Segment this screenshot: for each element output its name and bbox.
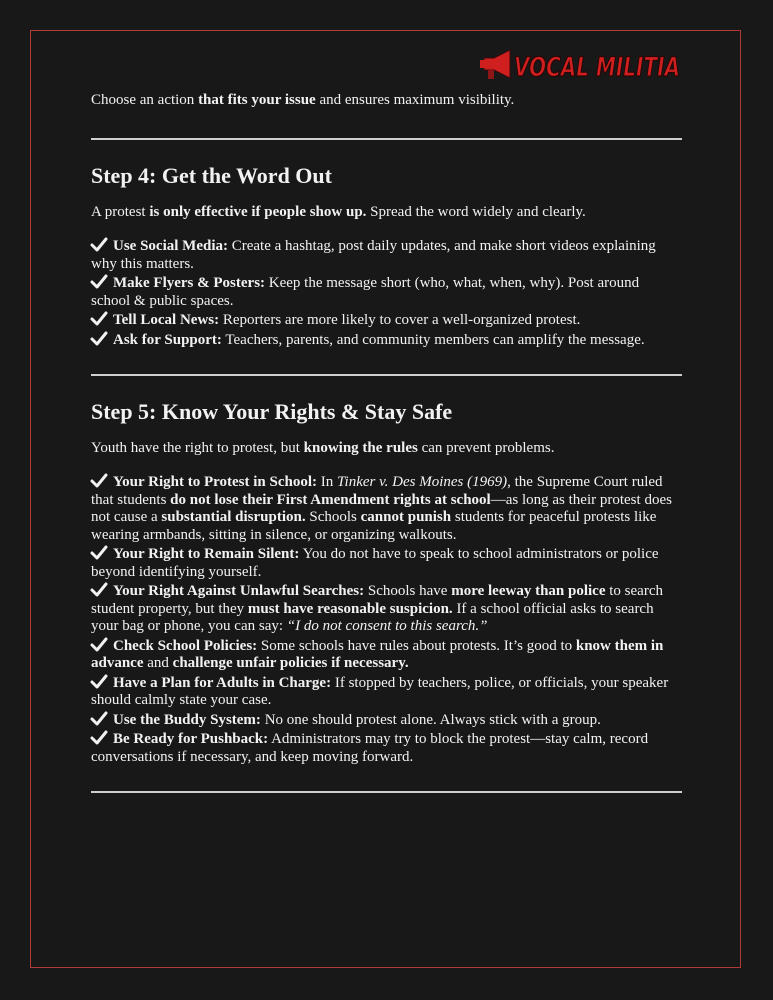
checkmark-icon xyxy=(91,474,107,487)
checkmark-icon xyxy=(91,238,107,251)
vocal-militia-logo xyxy=(480,44,683,84)
checkmark-icon xyxy=(91,638,107,651)
checkmark-icon xyxy=(91,275,107,288)
section-divider xyxy=(91,374,682,376)
logo-text: VOCAL MILITIA xyxy=(514,52,680,83)
section-divider xyxy=(91,791,682,793)
list-item: Your Right to Protest in School: In Tinker v. Des Moines (1969), the Supreme Court ruled that students do not lose their First Amendment rights at school—as long as their protest does not cause a substantial disruption. Schools cannot punish students for peaceful protests like wearing armbands, sitting in silence, or organizing walkouts. xyxy=(91,474,672,543)
document-body xyxy=(91,91,682,793)
list-item: Your Right Against Unlawful Searches: Schools have more leeway than police to search student property, but they must have reasonable suspicion. If a school official asks to search your bag or phone, you can say: “I do not consent to this search.” xyxy=(91,583,663,634)
checkmark-icon xyxy=(91,332,107,345)
list-item: Make Flyers & Posters: Keep the message short (who, what, when, why). Post around school & public spaces. xyxy=(91,275,640,309)
list-item: Use the Buddy System: No one should protest alone. Always stick with a group. xyxy=(91,712,682,730)
intro-paragraph: Choose an action that fits your issue and ensures maximum visibility. xyxy=(91,92,515,108)
list-item: Tell Local News: Reporters are more likely to cover a well-organized protest. xyxy=(91,312,682,330)
step4-lead: A protest is only effective if people show up. Spread the word widely and clearly. xyxy=(91,204,586,220)
checkmark-icon xyxy=(91,583,107,596)
step5-lead: Youth have the right to protest, but knowing the rules can prevent problems. xyxy=(91,440,555,456)
step4-heading: Step 4: Get the Word Out xyxy=(91,163,332,188)
step4-list xyxy=(91,238,682,349)
megaphone-icon xyxy=(480,50,510,79)
list-item: Your Right to Remain Silent: You do not have to speak to school administrators or police beyond identifying yourself. xyxy=(91,546,659,580)
checkmark-icon xyxy=(91,675,107,688)
checkmark-icon xyxy=(91,312,107,325)
list-item: Ask for Support: Teachers, parents, and community members can amplify the message. xyxy=(91,332,682,350)
checkmark-icon xyxy=(91,546,107,559)
list-item: Have a Plan for Adults in Charge: If stopped by teachers, police, or officials, your speaker should calmly state your case. xyxy=(91,674,669,708)
step5-heading: Step 5: Know Your Rights & Stay Safe xyxy=(91,399,453,424)
section-divider xyxy=(91,138,682,140)
list-item: Use Social Media: Create a hashtag, post daily updates, and make short videos explaining why this matters. xyxy=(91,238,656,272)
step5-list xyxy=(91,474,682,766)
checkmark-icon xyxy=(91,712,107,725)
list-item: Check School Policies: Some schools have rules about protests. It’s good to know them in advance and challenge unfair policies if necessary. xyxy=(91,637,664,671)
checkmark-icon xyxy=(91,731,107,744)
list-item: Be Ready for Pushback: Administrators may try to block the protest—stay calm, record conversations if necessary, and keep moving forward. xyxy=(91,731,649,765)
